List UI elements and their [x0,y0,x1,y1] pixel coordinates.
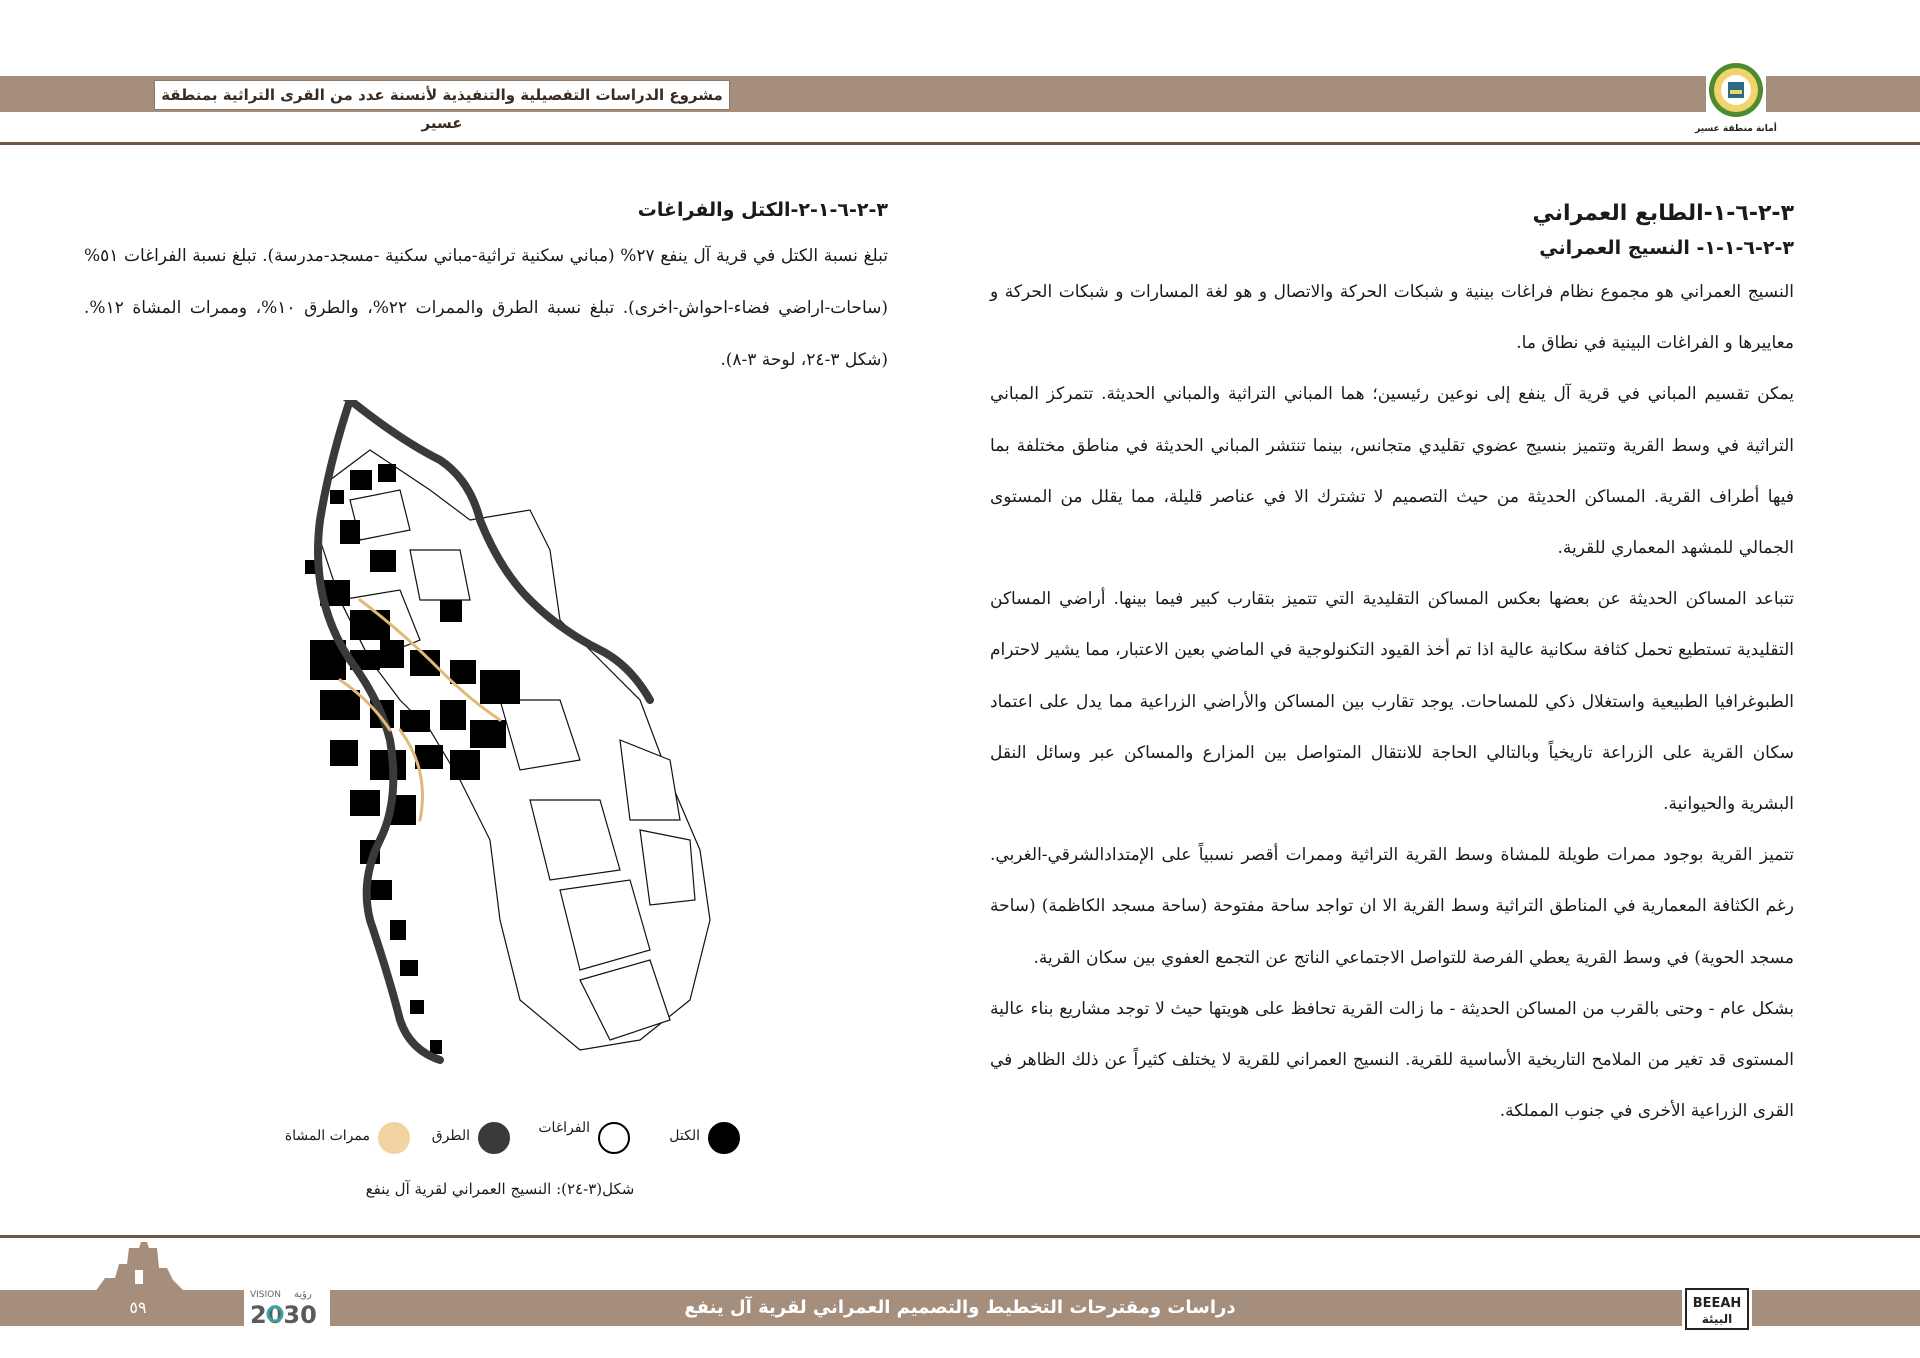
vision-2030-icon [244,1283,330,1335]
page-number: ٥٩ [129,1298,147,1317]
legend-item-masses: الكتل [640,1118,740,1162]
paragraph: تتميز القرية بوجود ممرات طويلة للمشاة وسط القرية التراثية وممرات أقصر نسبياً على الإمتدادالشرقي-الغربي. رغم الكثافة المعمارية في المناطق التراثية وسط القرية الا ان تواجد ساحة مفتوحة (ساحة مسجد الكاظمة) (ساحة مسجد الحوية) في وسط القرية يعطي الفرصة للتواصل الاجتماعي الناتج عن التجمع العفوي بين سكان القرية. [990,845,1794,968]
emblem-icon [1676,60,1796,124]
masses-voids-section [84,190,888,386]
figure-caption: شكل(٣-٢٤): النسيج العمراني لقرية آل ينفع [365,1180,635,1198]
footer-divider [0,1235,1920,1238]
svg-text:VISION: VISION [250,1290,281,1300]
urban-character-section [990,195,1794,1137]
beeah-logo [1682,1283,1752,1335]
section-heading: ٣-٢-٦-١-٢-الكتل والفراغات [637,199,888,221]
logo-caption: أمانة منطقة عسير [1695,124,1777,134]
svg-text:البيئة: البيئة [1701,1312,1733,1326]
footpaths-swatch-icon [378,1122,410,1154]
figure-ground-map [200,400,760,1080]
section-subheading: ٣-٢-٦-١-١- النسيج العمراني [1539,237,1794,259]
masses-swatch-icon [708,1122,740,1154]
voids-swatch-icon [598,1122,630,1154]
header-divider [0,142,1920,145]
paragraph: النسيج العمراني هو مجموع نظام فراغات بينية و شبكات الحركة والاتصال و هو لغة المسارات و شبكات الحركة و معاييرها و الفراغات البينية في نطاق ما. [990,282,1794,354]
paragraph: تبلغ نسبة الكتل في قرية آل ينفع ٢٧% (مباني سكنية تراثية-مباني سكنية -مسجد-مدرسة). تبلغ نسبة الفراغات ٥١% (ساحات-اراضي فضاء-احواش-اخرى). تبلغ نسبة الطرق والممرات ٢٢%، والطرق ١٠%، وممرات المشاة ١٢%. (شكل ٣-٢٤، لوحة ٣-٨). [84,246,888,370]
svg-text:2030: 2030 [250,1301,317,1329]
svg-text:BEEAH: BEEAH [1692,1296,1742,1311]
roads-swatch-icon [478,1122,510,1154]
legend-item-voids: الفراغات [520,1118,630,1162]
section-heading: ٣-٢-٦-١-الطابع العمراني [1532,201,1794,226]
asir-municipality-logo [1676,60,1796,140]
header-title: مشروع الدراسات التفصيلية والتنفيذية لأنسنة عدد من القرى التراثية بمنطقة عسير [154,80,730,110]
footer-title: دراسات ومقترحات التخطيط والتصميم العمراني لقرية آل ينفع [684,1297,1236,1318]
vision-2030-logo [244,1283,330,1335]
map-legend [280,1118,740,1162]
heritage-building-icon [95,1240,185,1292]
paragraph: بشكل عام - وحتى بالقرب من المساكن الحديثة - ما زالت القرية تحافظ على هويتها حيث لا توجد مشاريع بناء عالية المستوى قد تغير من الملامح التاريخية الأساسية للقرية. النسيج العمراني للقرية لا يختلف كثيراً عن ذلك الظاهر في القرى الزراعية الأخرى في جنوب المملكة. [990,998,1794,1122]
svg-text:رؤية: رؤية [294,1289,312,1300]
paragraph: تتباعد المساكن الحديثة عن بعضها بعكس المساكن التقليدية التي تتميز بتقارب كبير فيما بينها. أراضي المساكن التقليدية تستطيع تحمل كثافة سكانية عالية اذا تم أخذ القيود التكنولوجية في الماضي بعين الاعتبار، مما يشير لاحترام الطبوغرافيا الطبيعية واستغلال ذكي للمساحات. يوجد تقارب بين المساكن والأراضي الزراعية مما يدل على اعتماد سكان القرية على الزراعة تاريخياً وبالتالي الحاجة للانتقال المتواصل بين المزارع والمساكن عبر وسائل النقل البشرية والحيوانية. [990,589,1794,815]
paragraph: يمكن تقسيم المباني في قرية آل ينفع إلى نوعين رئيسين؛ هما المباني التراثية والمباني الحديثة. تتمركز المباني التراثية في وسط القرية وتتميز بنسيج عضوي تقليدي متجانس، بينما تنتشر المباني الحديثة في مناطق مختلفة بما فيها أطراف القرية. المساكن الحديثة من حيث التصميم لا تشترك الا في عناصر قليلة، مما يقلل من المستوى الجمالي للمشهد المعماري للقرية. [990,384,1794,559]
legend-item-roads: الطرق [420,1118,510,1162]
legend-item-footpaths: ممرات المشاة [280,1118,410,1162]
beeah-icon [1682,1283,1752,1335]
